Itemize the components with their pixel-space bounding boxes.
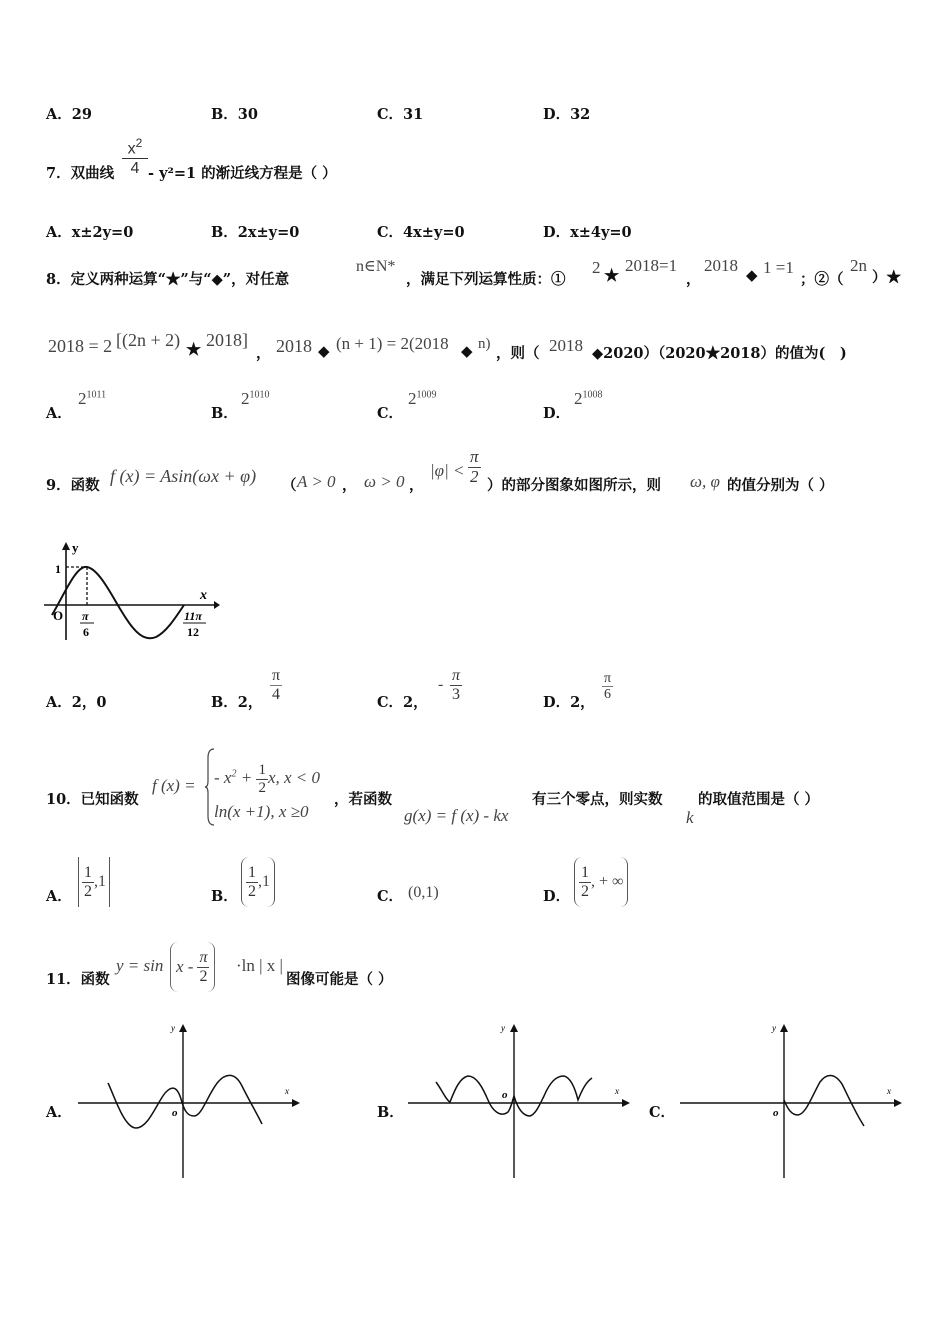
q6-option-a: A．29 [46,106,92,123]
q9-option-c-frac [450,667,462,703]
q9-cond-open: （ [282,477,297,494]
q8-star: ★ [604,266,620,286]
q9-option-b-label: B．2， [211,694,263,711]
q11-option-a-label: A． [46,1104,72,1121]
q11-b-y-label: y [501,1023,505,1033]
q10-g: g(x) = f (x) - kx [404,806,509,825]
q11-a-y-label: y [171,1023,175,1033]
q10-case1-tail: x, x < 0 [267,767,321,787]
q7-option-a: A．x±2y=0 [46,224,134,241]
q8-option-d [574,389,603,409]
q8-l2-c: ，则（ [496,345,540,362]
q9-curve [52,567,184,638]
q9-sep1: ， [342,477,357,494]
q11-rest: 图像可能是（ ） [286,971,393,988]
q9-two: 2 [470,466,479,486]
q8-option-a-label: A． [46,405,72,422]
q11-pi-over-2 [197,949,209,985]
q9-origin: O [53,608,64,623]
q7-frac-num: x [127,140,136,158]
q9-option-c-den: 3 [452,685,460,703]
q9-sep2: ， [409,477,424,494]
q10-mid2: 有三个零点，则实数 [532,791,663,808]
q8-option-c [408,389,437,409]
q10-option-d-d: 2 [581,882,589,900]
q8-l2-2018: 2018] [206,330,248,350]
q9-phi-abs: |φ| < [430,461,465,480]
q11-pi: π [199,948,208,966]
q8-2018: 2018 [704,256,738,275]
q6-option-c: C．31 [377,106,424,123]
q8-option-a-base: 2 [78,389,87,408]
q8-option-a [78,389,106,409]
q9-option-b-den: 4 [270,685,282,704]
q11-number: 11．函数 [46,971,110,988]
q8-text-d: ）★ [872,269,901,286]
q8-option-b-label: B． [211,405,238,422]
q11-two: 2 [199,967,208,985]
q11-c-origin: o [773,1107,779,1119]
q8-l2-diamond2: ◆ [461,342,473,360]
q8-l2-e: ◆2020）（2020★2018）的值为( ) [592,345,847,362]
q8-text-c: ；②（ [800,271,844,288]
q8-option-d-label: D． [543,405,571,422]
q10-case1-frac [256,762,268,796]
q10-case1-frac-d: 2 [258,779,266,796]
q10-option-a [78,857,110,907]
q11-ln: ·ln | x | [236,956,283,975]
q11-a-x-label: x [285,1086,289,1096]
q9-option-c-sign: - [438,676,444,693]
q8-option-d-exp: 1008 [582,389,603,401]
q8-option-b [241,389,270,409]
q8-l2-star: ★ [186,340,202,360]
q10-option-b-tail: ,1 [258,873,270,890]
q7-rest: - y²=1 的渐近线方程是（ ） [148,165,337,182]
q10-option-b-label: B． [211,888,238,905]
q9-option-c-num: π [452,667,461,684]
q7-frac-den: 4 [130,160,140,178]
q9-option-b-frac [270,667,282,703]
q10-option-b-n: 1 [248,863,256,881]
q9-y-label: y [72,540,79,555]
q11-c-x-arrow [894,1099,902,1107]
q8-two: 2 [592,258,601,277]
q7-frac-exp: 2 [135,136,143,150]
q11-graph-c [678,1020,908,1180]
q10-option-b-d: 2 [248,882,256,900]
q8-option-c-exp: 1009 [416,389,437,401]
q7-option-b: B．2x±y=0 [211,224,300,241]
q9-tick2-num: 11π [184,609,202,623]
q8-2n: 2n [850,256,867,275]
q9-option-d-den: 6 [602,686,613,702]
q7-option-d: D．x±4y=0 [543,224,632,241]
q9-tick2-den: 12 [187,625,199,639]
q11-graph-b [404,1020,634,1180]
q9-option-a: A．2，0 [46,694,107,711]
q10-case1-frac-n: 1 [258,762,266,778]
q9-rest2: 的值分别为（ ） [727,477,834,494]
q9-function: f (x) = Asin(ωx + φ) [110,466,257,486]
q10-option-b [241,857,275,907]
q10-option-d-tail: , + ∞ [591,873,624,890]
q11-b-origin: o [502,1089,508,1101]
q11-option-b-label: B． [377,1104,404,1121]
q10-option-a-frac [82,864,94,900]
q10-case2: ln(x +1), x ≥0 [214,802,309,821]
q9-option-b-num: π [272,667,281,684]
q6-option-b: B．30 [211,106,258,123]
q11-option-c-label: C． [649,1104,676,1121]
q9-option-d-num: π [604,671,612,686]
q8-option-a-exp: 1011 [86,389,107,401]
q9-x-arrow [214,601,220,609]
q10-case1 [214,762,320,796]
q8-n-in-N: n∈N* [356,258,396,275]
q9-tick1-num: π [82,609,89,623]
q7-number: 7．双曲线 [46,165,115,182]
q8-option-c-label: C． [377,405,404,422]
q10-case1-plus: + [236,767,257,787]
q10-number: 10．已知函数 [46,791,139,808]
q10-option-c: (0,1) [408,884,439,901]
q8-option-b-exp: 1010 [249,389,270,401]
q10-mid: ，若函数 [334,791,392,808]
q9-option-c-label: C．2， [377,694,428,711]
q8-text-b: ，满足下列运算性质：① [406,271,566,288]
q10-k: k [686,808,694,827]
q8-1-eq-1: 1 =1 [763,258,794,277]
q10-option-d-label: D． [543,888,571,905]
q10-option-a-label: A． [46,888,72,905]
q11-graph-a [74,1020,304,1180]
q9-option-d-frac [602,671,613,703]
q11-a-origin: o [172,1107,178,1119]
q11-a-y-arrow [179,1024,187,1032]
q11-b-y-arrow [510,1024,518,1032]
q10-option-d [574,857,628,907]
q11-b-x-arrow [622,1099,630,1107]
q10-f-eq: f (x) = [152,776,196,795]
q11-x-minus: x - [176,957,194,976]
q9-w-gt-0: ω > 0 [364,472,405,491]
q9-pi-over-2 [468,448,481,486]
q10-option-a-n: 1 [84,863,92,881]
q11-a-x-arrow [292,1099,300,1107]
q9-y-arrow [62,542,70,550]
q8-l2-n1: (n + 1) = 2(2018 [336,334,449,353]
q10-brace-path [205,749,214,825]
q10-case1-a: - x [214,767,232,787]
q9-one: 1 [55,562,61,576]
q11-y-eq: y = sin [116,956,164,975]
q11-c-y-arrow [780,1024,788,1032]
q9-tick1-den: 6 [83,625,89,639]
q8-l2-b: 2018 [276,336,312,356]
q10-option-a-d: 2 [84,882,92,900]
q9-rest: ）的部分图象如图所示，则 [487,477,661,494]
q7-fraction [122,134,148,179]
q11-c-y-label: y [772,1023,776,1033]
q9-pi: π [470,447,479,466]
q10-rest: 的取值范围是（ ） [698,791,820,808]
q8-l2-bracket: [(2n + 2) [116,330,181,350]
q8-l2-comma: ， [256,345,271,362]
q10-option-b-frac [246,864,258,900]
q10-case1-exp: 2 [231,768,237,780]
q8-l2-n: n) [478,336,491,352]
q9-option-d-label: D．2， [543,694,595,711]
q9-w-phi: ω, φ [690,472,720,491]
q10-option-c-label: C． [377,888,404,905]
q11-paren [170,942,215,992]
q8-text-a: 8．定义两种运算“★”与“◆”，对任意 [46,271,290,288]
q8-l2-diamond: ◆ [318,342,330,360]
q8-comma: ， [686,271,701,288]
q6-option-d: D．32 [543,106,591,123]
q8-diamond: ◆ [746,266,758,284]
q8-l2-lhs: 2018 = 2 [48,336,113,356]
q11-a-curve [108,1075,262,1128]
q10-option-d-frac [579,864,591,900]
q9-number: 9．函数 [46,477,100,494]
q10-option-a-tail: ,1 [94,873,106,890]
q11-c-curve [784,1076,864,1127]
q11-b-x-label: x [615,1086,619,1096]
q8-option-b-base: 2 [241,389,250,408]
q8-option-c-base: 2 [408,389,417,408]
q9-A-gt-0: A > 0 [297,472,336,491]
q8-l2-d: 2018 [549,336,583,355]
q8-2018-eq-1: 2018=1 [625,256,678,275]
q8-option-d-base: 2 [574,389,583,408]
q9-x-label: x [200,588,207,603]
q7-option-c: C．4x±y=0 [377,224,465,241]
q10-option-d-n: 1 [581,863,589,881]
q9-graph [44,540,220,644]
q11-c-x-label: x [887,1086,891,1096]
